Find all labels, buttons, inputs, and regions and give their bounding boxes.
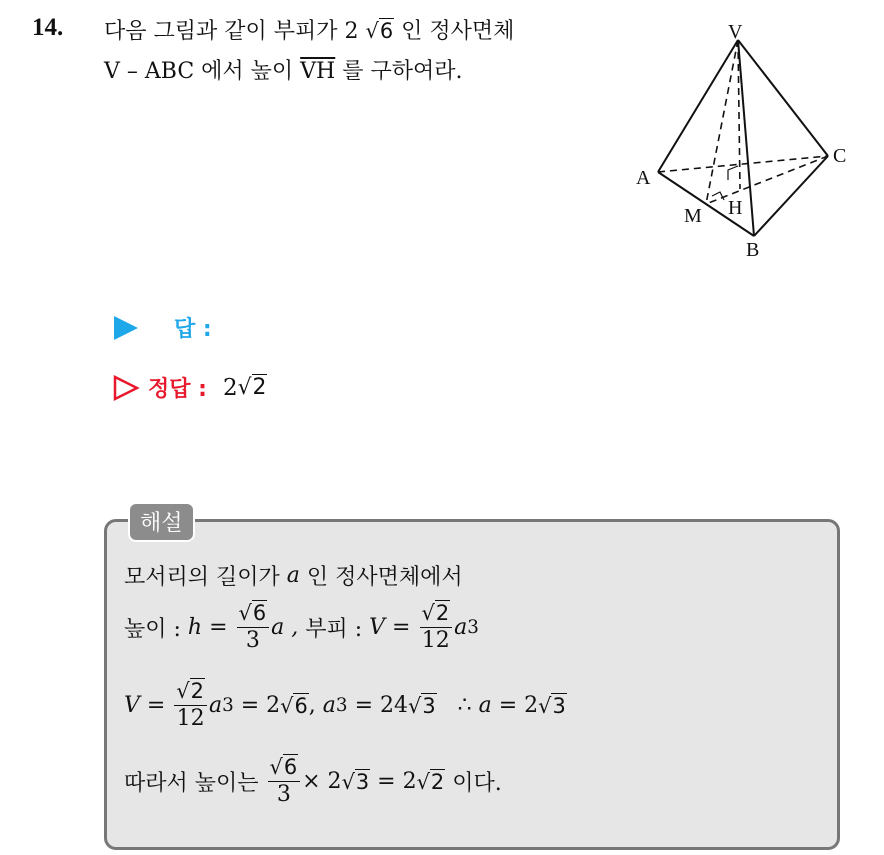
math-var: a: [322, 693, 336, 719]
fraction: $\frac{√6}{3}$: [268, 756, 301, 807]
radicand: 3: [422, 693, 436, 718]
math-expr: a ,: [271, 615, 299, 641]
math-expr: × 2: [302, 769, 342, 795]
fraction: $\frac{√2}{12}$: [174, 680, 207, 731]
solution-line-2: [124, 602, 479, 653]
solution-text: 인 정사면체에서: [306, 565, 463, 590]
denominator: 3: [245, 628, 260, 654]
question-text: 인 정사면체: [401, 19, 515, 44]
edge-va: [658, 40, 738, 172]
radicand: 3: [355, 769, 370, 794]
solution-text: 높이 :: [124, 617, 181, 643]
fraction: $\frac{√2}{12}$: [420, 602, 453, 653]
edge-ac-hidden: [658, 156, 828, 172]
radicand: 2: [430, 769, 445, 794]
question-text: V – ABC 에서 높이: [104, 59, 294, 84]
solution-text: 따라서 높이는: [124, 771, 259, 797]
play-triangle-icon: [112, 314, 140, 342]
question-text: 를 구하여라.: [342, 59, 463, 84]
question-text: 다음 그림과 같이 부피가 2: [104, 19, 359, 44]
question-line-1: [104, 14, 514, 45]
solution-text: 모서리의 길이가: [124, 565, 280, 590]
right-angle-mark-m: [712, 192, 724, 200]
math-var: a: [478, 693, 492, 719]
label-c: C: [833, 145, 847, 167]
sqrt-symbol: √2: [237, 375, 267, 400]
radicand: 6: [294, 693, 308, 718]
sqrt-symbol: √2: [416, 769, 445, 794]
edge-vc: [738, 40, 828, 156]
correct-answer-coef: 2: [222, 374, 238, 401]
label-v: V: [728, 21, 743, 43]
sqrt-symbol: √3: [341, 769, 370, 794]
exponent: 3: [467, 617, 479, 639]
segment-vh: $\overline{VH}$: [300, 59, 336, 84]
label-m: M: [684, 205, 702, 227]
exponent: 3: [335, 695, 348, 717]
solution-text: 부피 :: [305, 617, 363, 643]
math-var: a: [286, 563, 300, 588]
math-expr: = 2: [377, 769, 417, 795]
solution-line-3: [124, 680, 567, 731]
solution-text: 이다.: [452, 771, 502, 797]
correct-answer-label: 정답 :: [148, 377, 207, 402]
solution-line-4: [124, 756, 502, 807]
radicand: 2: [252, 375, 267, 400]
math-expr: V =: [124, 693, 166, 719]
outline-triangle-icon: [112, 374, 140, 402]
solution-line-1: [124, 560, 463, 591]
edge-bc: [754, 156, 828, 236]
math-expr: h =: [187, 615, 228, 641]
denominator: 12: [421, 628, 450, 654]
correct-answer-row: [112, 372, 267, 403]
median-cm: [706, 156, 828, 204]
math-expr: V =: [369, 615, 411, 641]
exponent: 3: [222, 695, 234, 717]
radicand: 3: [552, 693, 566, 718]
denominator: 12: [176, 706, 205, 732]
radicand: 6: [252, 601, 267, 625]
math-expr: = 24: [354, 693, 408, 719]
label-h: H: [728, 197, 743, 219]
radicand: 6: [283, 755, 298, 779]
question-number: 14.: [32, 14, 64, 41]
tetrahedron-figure: [628, 14, 858, 264]
comma: ,: [308, 693, 316, 719]
answer-row: [112, 312, 212, 343]
sqrt-symbol: √3: [408, 693, 436, 718]
label-a: A: [636, 167, 651, 189]
math-var: a: [208, 693, 223, 719]
radicand: 2: [190, 679, 204, 703]
denominator: 3: [276, 782, 291, 808]
question-line-2: [104, 54, 463, 85]
solution-tag: 해설: [128, 502, 195, 542]
sqrt-symbol: √3: [538, 693, 566, 718]
answer-label: 답 :: [174, 317, 212, 342]
math-expr: = 2: [240, 693, 281, 719]
sqrt-symbol: √6: [365, 19, 394, 43]
label-b: B: [746, 239, 760, 261]
radicand: 6: [379, 19, 394, 43]
sqrt-symbol: √6: [280, 693, 308, 718]
right-angle-mark-h: [728, 166, 738, 180]
math-expr: = 2: [498, 693, 539, 719]
radicand: 2: [435, 601, 450, 625]
math-var: a: [454, 615, 468, 641]
fraction: $\frac{√6}{3}$: [237, 602, 270, 653]
therefore-symbol: ∴: [457, 693, 472, 719]
